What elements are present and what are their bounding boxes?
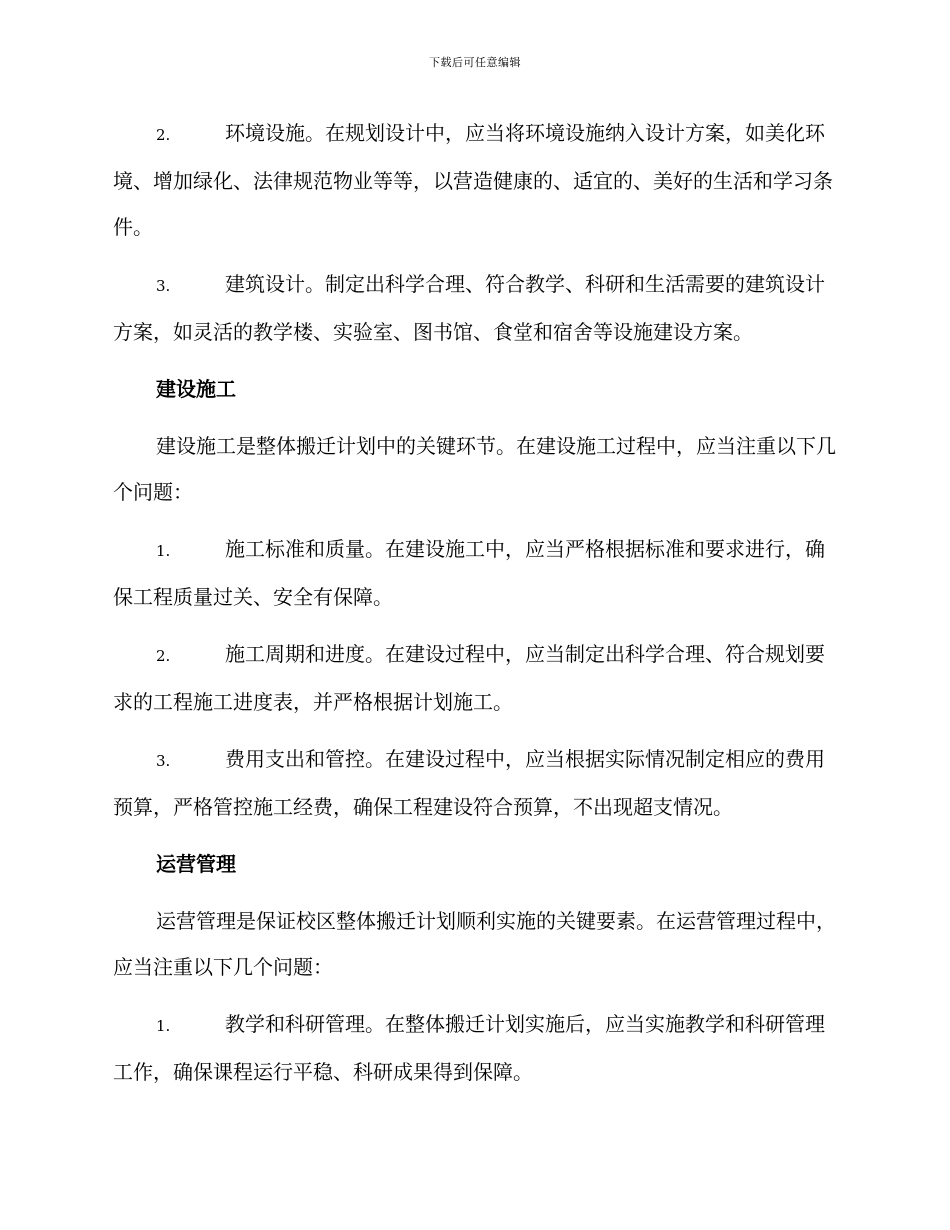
list-item-teaching-research [113, 1001, 838, 1095]
paragraph-operations-intro: 运营管理是保证校区整体搬迁计划顺利实施的关键要素。在运营管理过程中，应当注重以下几个问题： [113, 909, 836, 979]
document-body [113, 110, 838, 1106]
section-heading-operations: 运营管理 [156, 852, 236, 876]
list-item-text: 施工标准和质量。在建设施工中，应当严格根据标准和要求进行，确保工程质量过关、安全有保障。 [113, 537, 825, 609]
list-number: 1. [156, 542, 171, 560]
section-heading-construction: 建设施工 [156, 377, 236, 401]
list-item-text: 建筑设计。制定出科学合理、符合教学、科研和生活需要的建筑设计方案，如灵活的教学楼、实验室、图书馆、食堂和宿舍等设施建设方案。 [113, 272, 825, 344]
list-item-environment [113, 110, 838, 250]
list-item-schedule [113, 631, 838, 725]
list-item-quality [113, 526, 838, 620]
list-item-text: 费用支出和管控。在建设过程中，应当根据实际情况制定相应的费用预算，严格管控施工经费，确保工程建设符合预算，不出现超支情况。 [113, 747, 825, 819]
list-item-text: 教学和科研管理。在整体搬迁计划实施后，应当实施教学和科研管理工作，确保课程运行平稳、科研成果得到保障。 [113, 1012, 825, 1084]
list-number: 1. [156, 1017, 171, 1035]
page-header: 下载后可任意编辑 [429, 56, 521, 69]
list-item-architecture [113, 261, 838, 355]
list-number: 3. [156, 752, 171, 770]
list-number: 2. [156, 126, 171, 144]
list-number: 3. [156, 277, 171, 295]
list-number: 2. [156, 647, 171, 665]
list-item-text: 施工周期和进度。在建设过程中，应当制定出科学合理、符合规划要求的工程施工进度表，并严格根据计划施工。 [113, 642, 825, 714]
list-item-text: 环境设施。在规划设计中，应当将环境设施纳入设计方案，如美化环境、增加绿化、法律规范物业等等，以营造健康的、适宜的、美好的生活和学习条件。 [113, 121, 833, 239]
paragraph-construction-intro: 建设施工是整体搬迁计划中的关键环节。在建设施工过程中，应当注重以下几个问题： [113, 434, 836, 504]
list-item-budget [113, 736, 838, 830]
